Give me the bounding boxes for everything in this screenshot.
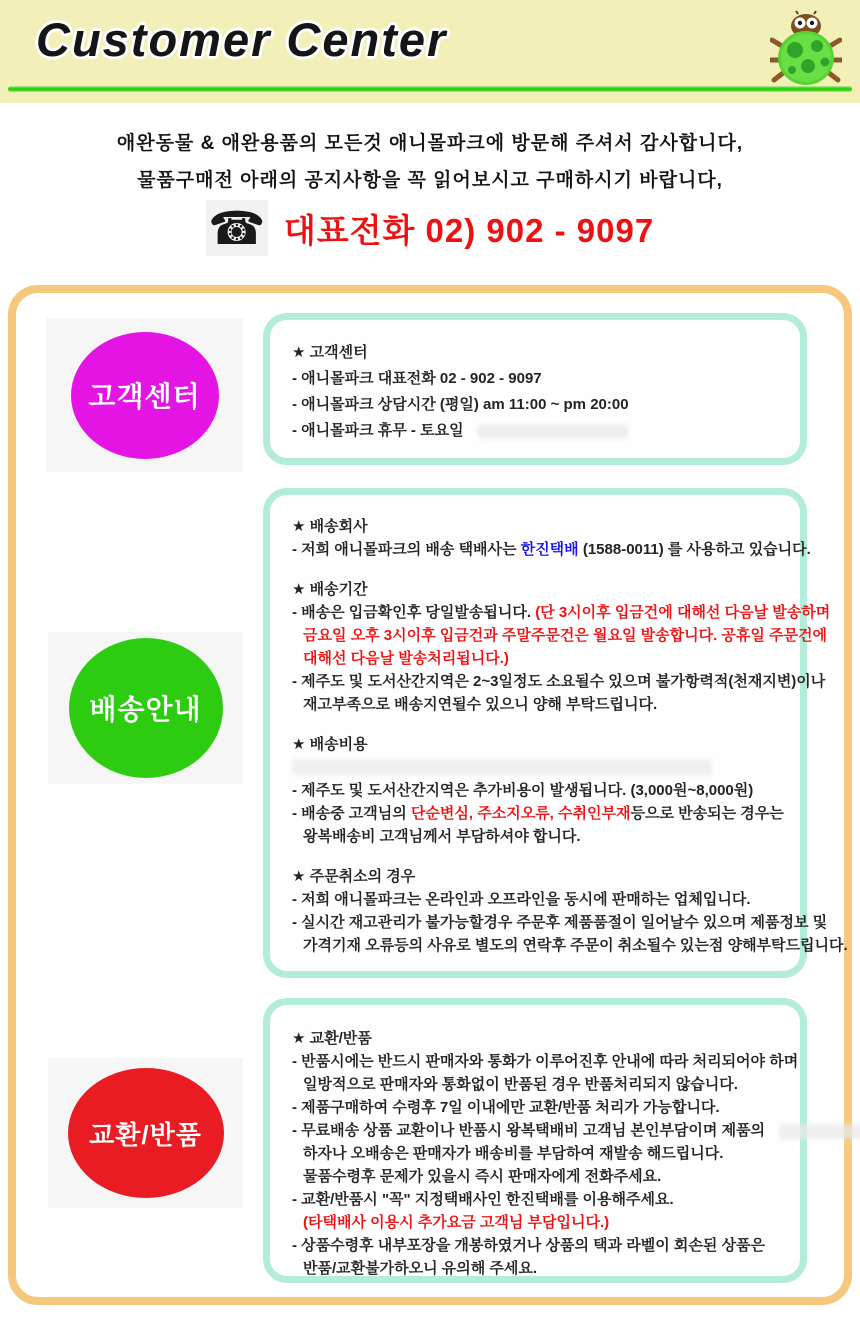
text-line: 하자나 오배송은 판매자가 배송비를 부담하여 재발송 해드립니다. [303, 1145, 724, 1162]
text-line: - 제품구매하여 수령후 7일 이내에만 교환/반품 처리가 가능합니다. [292, 1099, 720, 1116]
text-line: ★ 고객센터 [292, 344, 368, 361]
text-line: ★ 배송회사 [292, 518, 368, 535]
text-line: - 반품시에는 반드시 판매자와 통화가 이루어진후 안내에 따라 처리되어야 하며 [292, 1053, 799, 1070]
panel-exchange-return [263, 998, 807, 1283]
text-line: 가격기재 오류등의 사유로 별도의 연락후 주문이 취소될수 있는점 양해부탁드립니다. [303, 937, 848, 954]
text-line: 일방적으로 판매자와 통화없이 반품된 경우 반품처리되지 않습니다. [303, 1076, 738, 1093]
badge-customer-center: 고객센터 [71, 332, 219, 459]
header [0, 0, 860, 103]
text-line: (타택배사 이용시 추가요금 고객님 부담입니다.) [303, 1214, 610, 1231]
text-line: - 배송중 고객님의 단순변심, 주소지오류, 수취인부재등으로 반송되는 경우는 [292, 805, 784, 822]
text-line: 왕복배송비 고객님께서 부담하셔야 합니다. [303, 828, 581, 845]
text-line [292, 561, 782, 578]
badge-area-customer-center [46, 318, 243, 472]
text-line: 물품수령후 문제가 있을시 즉시 판매자에게 전화주세요. [303, 1168, 662, 1185]
intro-text-line1: 애완동물 & 애완용품의 모든것 애니몰파크에 방문해 주셔서 감사합니다, [116, 133, 744, 154]
intro-text-line2: 물품구매전 아래의 공지사항을 꼭 읽어보시고 구매하시기 바랍니다, [137, 170, 723, 191]
text-line: - 실시간 재고관리가 불가능할경우 주문후 제품품절이 일어날수 있으며 제품정보 및 [292, 914, 828, 931]
badge-shipping-info: 배송안내 [69, 638, 223, 778]
text-line: ★ 주문취소의 경우 [292, 868, 416, 885]
text-line [292, 716, 782, 733]
text-line: - 상품수령후 내부포장을 개봉하였거나 상품의 택과 라벨이 회손된 상품은 [292, 1237, 766, 1254]
text-line: - 무료배송 상품 교환이나 반품시 왕복택배비 고객님 본인부담이며 제품의 [292, 1119, 782, 1142]
page-title: Customer Center [36, 13, 448, 66]
telephone-icon: ☎ [206, 200, 268, 256]
text-line [292, 848, 782, 865]
redacted-text [779, 1124, 860, 1139]
text-line: - 제주도 및 도서산간지역은 2~3일정도 소요될수 있으며 불가항력적(천재지변)이나 [292, 673, 826, 690]
badge-exchange-return: 교환/반품 [68, 1068, 224, 1198]
text-line: - 배송은 입금확인후 당일발송됩니다. (단 3시이후 입금건에 대해선 다음날 발송하며 [292, 604, 831, 621]
ladybug-icon [770, 10, 842, 95]
text-line: - 저희 애니몰파크는 온라인과 오프라인을 동시에 판매하는 업체입니다. [292, 891, 751, 908]
main-phone-number: 대표전화 02) 902 - 9097 [283, 211, 655, 249]
badge-area-shipping-info [48, 632, 243, 784]
redacted-text-line [292, 759, 712, 775]
text-line: - 제주도 및 도서산간지역은 추가비용이 발생됩니다. (3,000원~8,000원) [292, 782, 754, 799]
text-line: 대해선 다음날 발송처리됩니다.) [303, 650, 509, 667]
redacted-text [478, 424, 628, 439]
text-line: - 저희 애니몰파크의 배송 택배사는 한진택배 (1588-0011) 를 사용하고 있습니다. [292, 541, 811, 558]
text-line: - 애니몰파크 상담시간 (평일) am 11:00 ~ pm 20:00 [292, 396, 629, 413]
text-line: 재고부족으로 배송지연될수 있으니 양해 부탁드립니다. [303, 696, 658, 713]
text-line: ★ 배송기간 [292, 581, 368, 598]
panel-shipping-info [263, 488, 848, 978]
text-line: ★ 교환/반품 [292, 1030, 372, 1047]
notice-board [8, 285, 852, 1305]
text-line: - 애니몰파크 휴무 - 토요일 [292, 418, 782, 444]
panel-customer-center [263, 313, 807, 465]
badge-area-exchange-return [48, 1058, 243, 1208]
text-line: 금요일 오후 3시이후 입금건과 주말주문건은 월요일 발송합니다. 공휴일 주문건에 [303, 627, 828, 644]
text-line: 반품/교환불가하오니 유의해 주세요. [303, 1260, 538, 1277]
text-line: - 교환/반품시 "꼭" 지정택배사인 한진택배를 이용해주세요. [292, 1191, 674, 1208]
phone-row [0, 200, 860, 256]
text-line: - 애니몰파크 대표전화 02 - 902 - 9097 [292, 370, 542, 387]
header-divider [8, 86, 852, 92]
text-line: ★ 배송비용 [292, 736, 368, 753]
